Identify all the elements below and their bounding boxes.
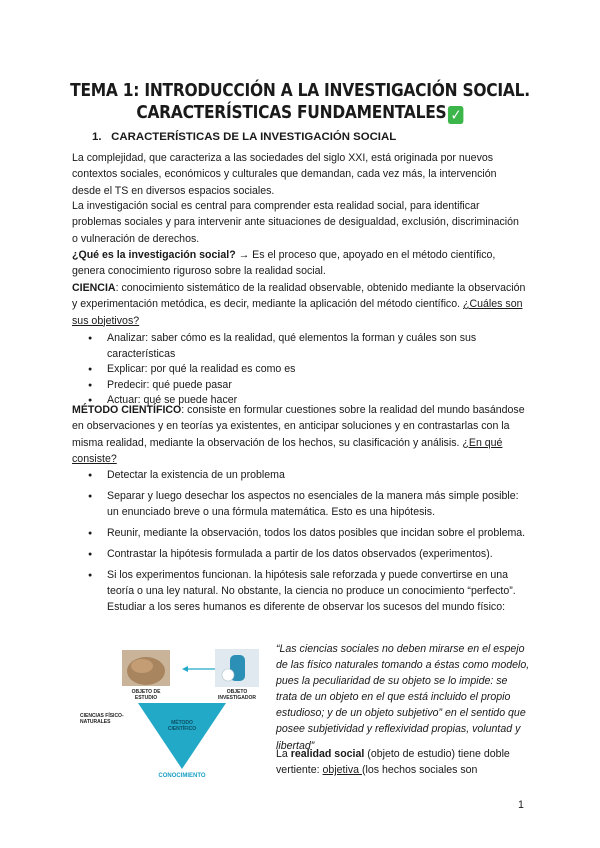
ciencia-definition: : conocimiento sistemático de la realidad observable, obtenido mediante la observación y experimentación metódica, es decir, mediante la aplicación del método científico. (72, 282, 526, 311)
object-of-study-image (122, 650, 170, 686)
section-heading (92, 131, 396, 143)
scientific-method-label: MÉTODO CIENTÍFICO (167, 720, 197, 732)
metodo-steps-question: ¿En qué consiste? (72, 436, 503, 465)
realidad-mid: (objeto de estudio) tiene doble vertiente: (276, 748, 510, 776)
paragraph-metodo (72, 402, 527, 467)
researcher-image (215, 649, 259, 687)
object-of-study-label: OBJETO DE ESTUDIO (131, 689, 161, 701)
list-item: ● Analizar: saber cómo es la realidad, qué elementos la forman y cuáles son sus características (72, 331, 527, 362)
page-title-line-2 (42, 102, 558, 124)
quote-block: “Las ciencias sociales no deben mirarse en el espejo de las físico naturales tomando a éstas como modelo, pues la peculiaridad de su objeto se lo impide: se trata de un objeto en el que está incluido el propio estudioso; y de un objeto subjetivo” en el sentido que posee subjetividad y reflexividad propias, voluntad y libertad” (276, 643, 530, 752)
metodo-term: MÉTODO CIENTÍFICO (72, 404, 182, 416)
paragraph-que-es (72, 247, 527, 280)
list-item: ● Reunir, mediante la observación, todos los datos posibles que incidan sobre el problema. (72, 526, 527, 542)
realidad-pre: La (276, 748, 291, 760)
ciencia-term: CIENCIA (72, 282, 116, 294)
paragraph-ciencia (72, 280, 527, 329)
scientific-method-diagram (80, 645, 270, 780)
page-number: 1 (518, 799, 524, 811)
arrow-left-icon (182, 666, 217, 672)
section-heading-text: CARACTERÍSTICAS DE LA INVESTIGACIÓN SOCIAL (111, 131, 397, 143)
page-title-line-1: TEMA 1: INTRODUCCIÓN A LA INVESTIGACIÓN SOCIAL. (70, 80, 530, 101)
check-mark-icon: ✓ (448, 106, 463, 124)
natural-sciences-label: CIENCIAS FÍSICO-NATURALES (80, 713, 124, 725)
knowledge-label: CONOCIMIENTO (158, 773, 206, 779)
que-es-answer: → Es el proceso que, apoyado en el método científico, genera conocimiento riguroso sobre la realidad social. (72, 249, 496, 278)
list-item: ● Contrastar la hipótesis formulada a partir de los datos observados (experimentos). (72, 547, 527, 563)
list-item: ● Separar y luego desechar los aspectos no esenciales de la manera más simple posible: un enunciado breve o una fórmula matemática. Esto es una hipótesis. (72, 489, 527, 520)
paragraph-complejidad: La complejidad, que caracteriza a las sociedades del siglo XXI, está originada por nuevos contextos sociales, económicos y culturales que demandan, cada vez más, la intervención desde el TS en diversos espacios sociales. (72, 152, 497, 197)
section-number: 1. (92, 131, 102, 143)
paragraph-realidad-social (276, 746, 531, 778)
list-item: ● Actuar: qué se puede hacer (72, 393, 527, 409)
realidad-term: realidad social (290, 748, 365, 760)
que-es-question: ¿Qué es la investigación social? (72, 249, 236, 261)
objectives-list (72, 331, 527, 409)
page-title-line-2-text: CARACTERÍSTICAS FUNDAMENTALES (136, 102, 447, 123)
paragraph-investigacion-social: La investigación social es central para comprender esta realidad social, para identificar problemas sociales y para intervenir ante situaciones de desigualdad, exclusión, discriminación o vulneración de derechos. (72, 200, 519, 245)
researcher-label: OBJETO INVESTIGADOR (217, 689, 257, 701)
method-steps-list (72, 468, 527, 621)
realidad-post: (los hechos sociales son (362, 764, 478, 776)
method-triangle (138, 703, 226, 769)
realidad-objetiva: objetiva (322, 764, 362, 776)
list-item: ● Predecir: qué puede pasar (72, 378, 527, 394)
list-item: ● Detectar la existencia de un problema (72, 468, 527, 484)
list-item: ● Explicar: por qué la realidad es como es (72, 362, 527, 378)
list-item: ● Si los experimentos funcionan. la hipótesis sale reforzada y puede convertirse en una teoría o una ley natural. No obstante, la ciencia no produce un conocimiento “perfecto”. Estudiar a los seres humanos es diferente de observar los sucesos del mundo físico: (72, 568, 527, 615)
metodo-definition: : consiste en formular cuestiones sobre la realidad del mundo basándose en observaciones y en teorías ya existentes, en anticipar soluciones y en contrastarlas con la misma realidad, mediante la observación de los hechos, su clasificación y análisis. (72, 404, 525, 449)
ciencia-objectives-question: ¿Cuáles son sus objetivos? (72, 298, 523, 327)
